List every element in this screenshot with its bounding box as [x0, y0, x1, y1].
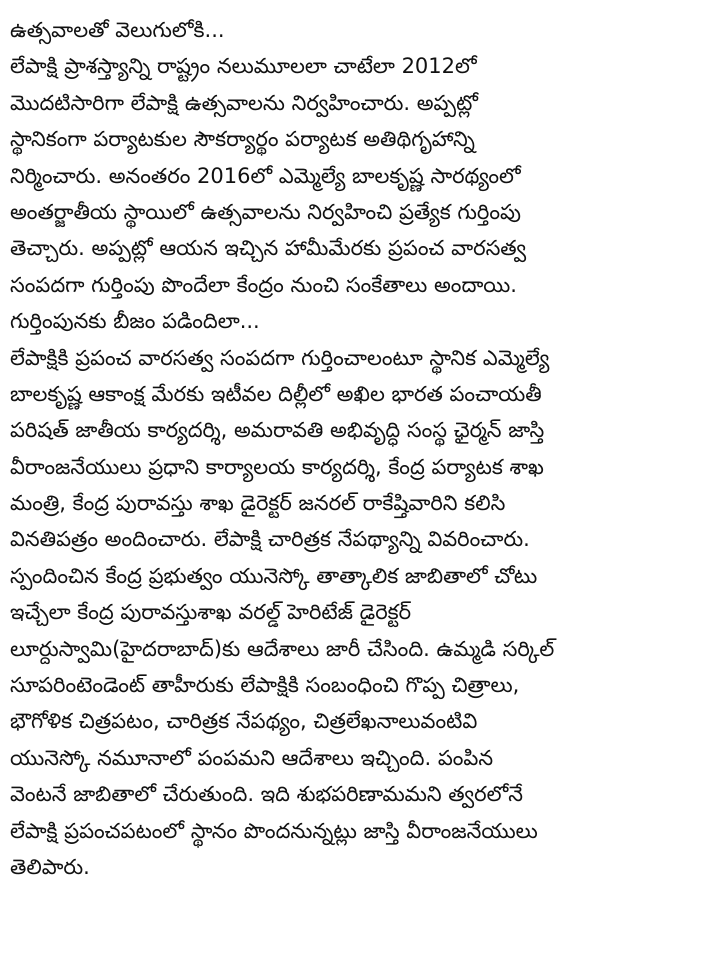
text-line: నిర్మించారు. అనంతరం 2016లో ఎమ్మెల్యే బాలకృష్ణ సారథ్యంలో [10, 163, 521, 188]
text-line: భౌగోళిక చిత్రపటం, చారిత్రక నేపథ్యం, చిత్రలేఖనాలువంటివి [10, 709, 478, 734]
text-line: లూర్దుస్వామి(హైదరాబాద్)కు ఆదేశాలు జారీ చేసింది. ఉమ్మడి సర్కిల్ [10, 636, 555, 661]
text-line: పరిషత్ జాతీయ కార్యదర్శి, అమరావతి అభివృద్ధి సంస్థ ఛైర్మన్ జాస్తి [10, 418, 545, 443]
text-line: అంతర్జాతీయ స్థాయిలో ఉత్సవాలను నిర్వహించి ప్రత్యేక గుర్తింపు [10, 199, 521, 224]
text-line: మంత్రి, కేంద్ర పురావస్తు శాఖ డైరెక్టర్ జనరల్ రాకేష్తివారిని కలిసి [10, 491, 506, 516]
text-line: మొదటిసారిగా లేపాక్షి ఉత్సవాలను నిర్వహించారు. అప్పట్లో [10, 90, 478, 115]
text-line: యునెస్కో నమూనాలో పంపమని ఆదేశాలు ఇచ్చింది. పంపిన [10, 745, 494, 770]
text-line: స్థానికంగా పర్యాటకుల సౌకర్యార్థం పర్యాటక అతిథిగృహాన్ని [10, 127, 475, 152]
text-line: లేపాక్షి ప్రపంచపటంలో స్థానం పొందనున్నట్లు జాస్తి వీరాంజనేయులు [10, 818, 538, 843]
text-line: సూపరింటెండెంట్ తాహీరుకు లేపాక్షికి సంబంధించి గొప్ప చిత్రాలు, [10, 673, 520, 698]
text-line: లేపాక్షికి ప్రపంచ వారసత్వ సంపదగా గుర్తించాలంటూ స్థానిక ఎమ్మెల్యే [10, 345, 550, 370]
text-line: లేపాక్షి ప్రాశస్త్యాన్ని రాష్ట్రం నలుమూలలా చాటేలా 2012లో [10, 54, 477, 79]
text-line: వెంటనే జాబితాలో చేరుతుంది. ఇది శుభపరిణామమని త్వరలోనే [10, 782, 523, 807]
article-body [10, 12, 710, 885]
text-line: వినతిపత్రం అందించారు. లేపాక్షి చారిత్రక నేపథ్యాన్ని వివరించారు. [10, 527, 530, 552]
text-line: బాలకృష్ణ ఆకాంక్ష మేరకు ఇటీవల దిల్లీలో అఖిల భారత పంచాయతీ [10, 381, 542, 406]
text-line: తెలిపారు. [10, 854, 90, 879]
text-line: వీరాంజనేయులు ప్రధాని కార్యాలయ కార్యదర్శి, కేంద్ర పర్యాటక శాఖ [10, 454, 544, 479]
text-line: తెచ్చారు. అప్పట్లో ఆయన ఇచ్చిన హామీమేరకు ప్రపంచ వారసత్వ [10, 236, 527, 261]
section-heading: గుర్తింపునకు బీజం పడిందిలా... [10, 309, 260, 334]
text-line: ఇచ్చేలా కేంద్ర పురావస్తుశాఖ వరల్డ్ హెరిటేజ్ డైరెక్టర్ [10, 600, 412, 625]
text-line: స్పందించిన కేంద్ర ప్రభుత్వం యునెస్కో తాత్కాలిక జాబితాలో చోటు [10, 563, 538, 588]
text-line: సంపదగా గుర్తింపు పొందేలా కేంద్రం నుంచి సంకేతాలు అందాయి. [10, 272, 517, 297]
section-heading: ఉత్సవాలతో వెలుగులోకి... [10, 18, 225, 42]
